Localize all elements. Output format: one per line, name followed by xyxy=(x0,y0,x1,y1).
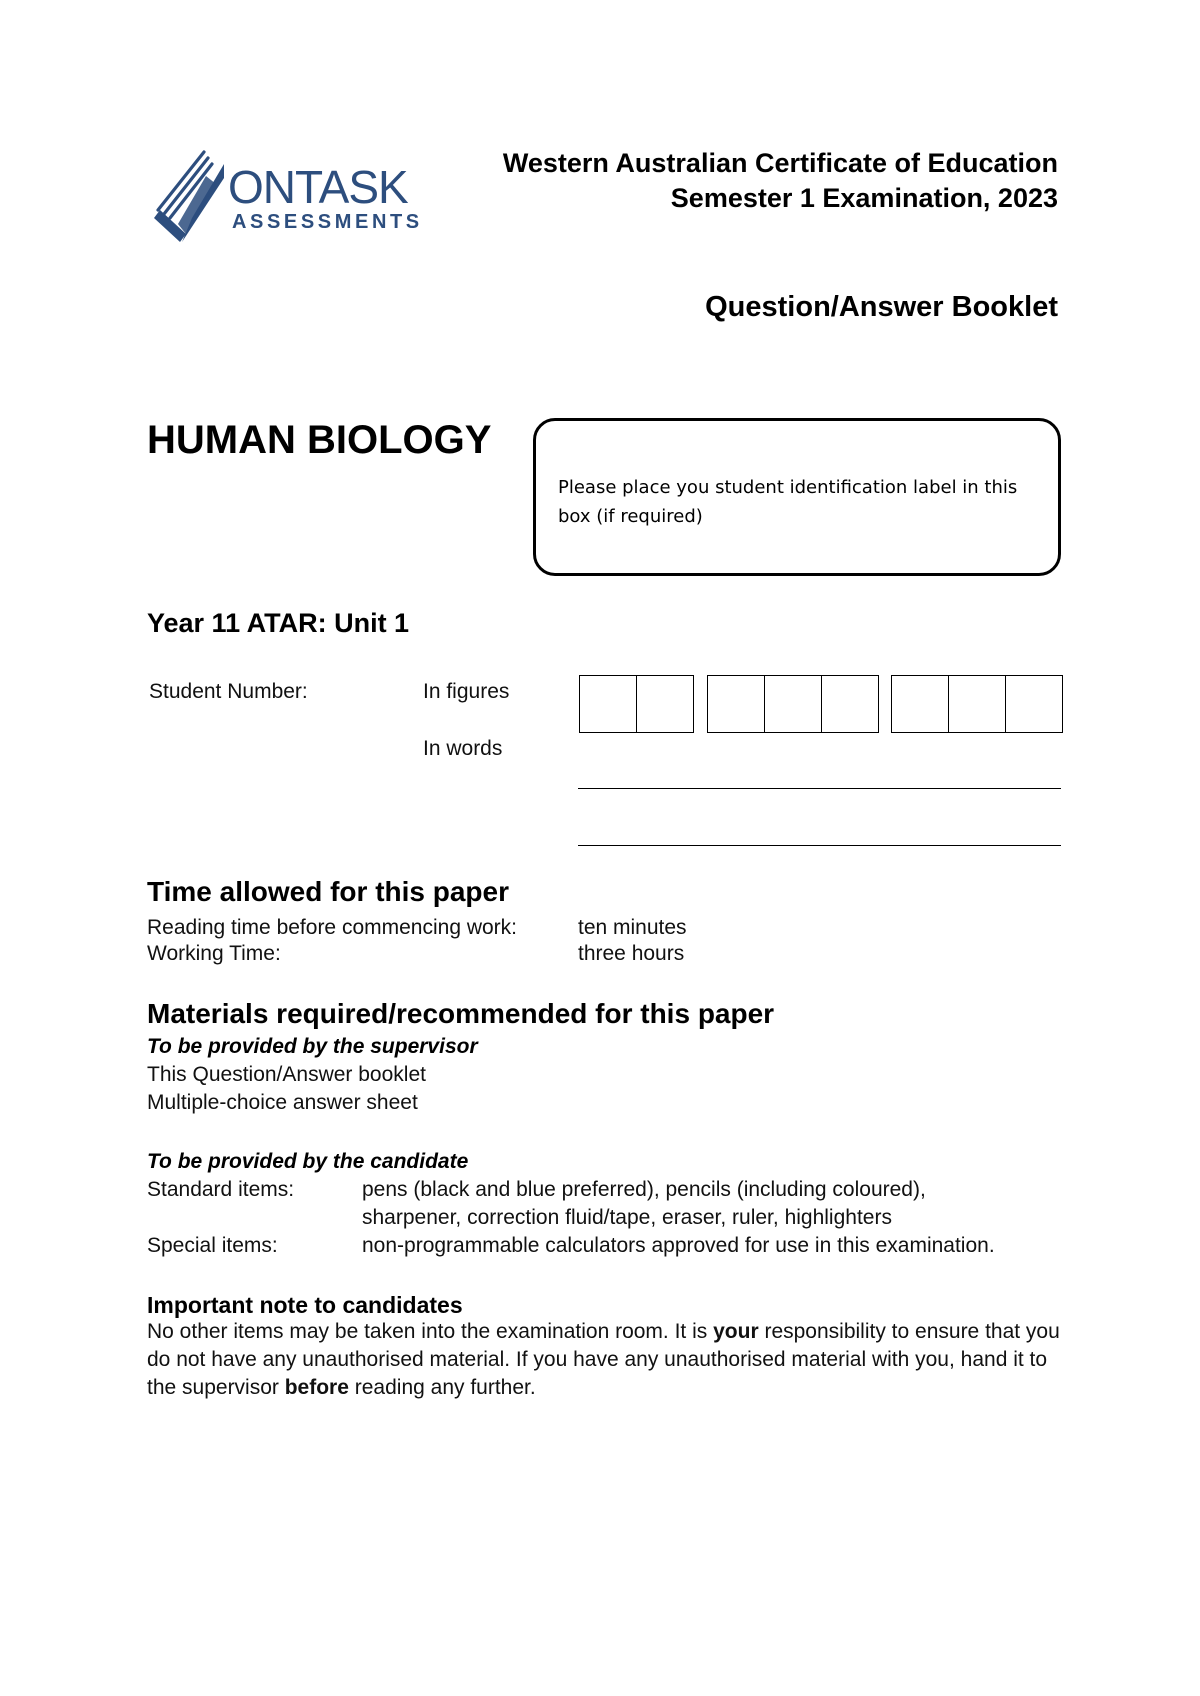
student-number-digit-box[interactable] xyxy=(1005,675,1063,733)
subject-title: HUMAN BIOLOGY xyxy=(147,418,492,462)
important-note-heading: Important note to candidates xyxy=(147,1292,463,1318)
in-words-write-line[interactable] xyxy=(578,845,1061,846)
student-number-digit-box[interactable] xyxy=(579,675,637,733)
student-id-label-box xyxy=(533,418,1061,576)
important-note-text xyxy=(147,1318,1067,1402)
supervisor-heading: To be provided by the supervisor xyxy=(147,1035,478,1058)
in-words-label: In words xyxy=(423,737,503,760)
certificate-title: Western Australian Certificate of Education xyxy=(502,148,1058,178)
student-number-digit-box[interactable] xyxy=(891,675,949,733)
in-words-write-line[interactable] xyxy=(578,788,1061,789)
special-items-value: non-programmable calculators approved for use in this examination. xyxy=(362,1234,995,1257)
standard-items-value: pens (black and blue preferred), pencils (including coloured), xyxy=(362,1178,926,1201)
note-emphasis: before xyxy=(284,1376,349,1399)
logo-subtitle: ASSESSMENTS xyxy=(232,211,423,233)
supervisor-item: Multiple-choice answer sheet xyxy=(147,1091,418,1114)
standard-items-label: Standard items: xyxy=(147,1178,295,1201)
supervisor-item: This Question/Answer booklet xyxy=(147,1063,426,1086)
student-number-digit-box[interactable] xyxy=(821,675,879,733)
working-time-label: Working Time: xyxy=(147,942,281,965)
student-number-digit-box[interactable] xyxy=(636,675,694,733)
student-number-digit-box[interactable] xyxy=(948,675,1006,733)
working-time-value: three hours xyxy=(578,942,685,965)
ontask-logo xyxy=(150,148,423,248)
exam-title: Semester 1 Examination, 2023 xyxy=(670,183,1058,213)
unit-title: Year 11 ATAR: Unit 1 xyxy=(147,608,410,638)
note-text-part: responsibility to ensure that you do not have any unauthorised material. If you have any unauthorised material with you, hand it to the supervisor xyxy=(147,1320,1060,1399)
special-items-label: Special items: xyxy=(147,1234,278,1257)
student-number-digit-box[interactable] xyxy=(764,675,822,733)
note-text-part: reading any further. xyxy=(348,1376,536,1399)
reading-time-value: ten minutes xyxy=(578,916,687,939)
time-allowed-heading: Time allowed for this paper xyxy=(147,876,510,907)
standard-items-value: sharpener, correction fluid/tape, eraser, ruler, highlighters xyxy=(362,1206,892,1229)
reading-time-label: Reading time before commencing work: xyxy=(147,916,518,939)
note-text-part: No other items may be taken into the examination room. It is xyxy=(147,1320,714,1343)
id-box-instructions: Please place you student identification label in this box (if required) xyxy=(558,477,1018,527)
logo-wordmark: ONTASK xyxy=(228,161,408,213)
booklet-title: Question/Answer Booklet xyxy=(705,291,1058,323)
in-figures-label: In figures xyxy=(423,680,510,703)
student-number-digit-box[interactable] xyxy=(707,675,765,733)
materials-heading: Materials required/recommended for this paper xyxy=(147,998,775,1029)
student-number-label: Student Number: xyxy=(149,680,308,703)
note-emphasis: your xyxy=(713,1320,759,1343)
candidate-heading: To be provided by the candidate xyxy=(147,1150,469,1173)
book-stack-logo-icon xyxy=(150,148,230,248)
